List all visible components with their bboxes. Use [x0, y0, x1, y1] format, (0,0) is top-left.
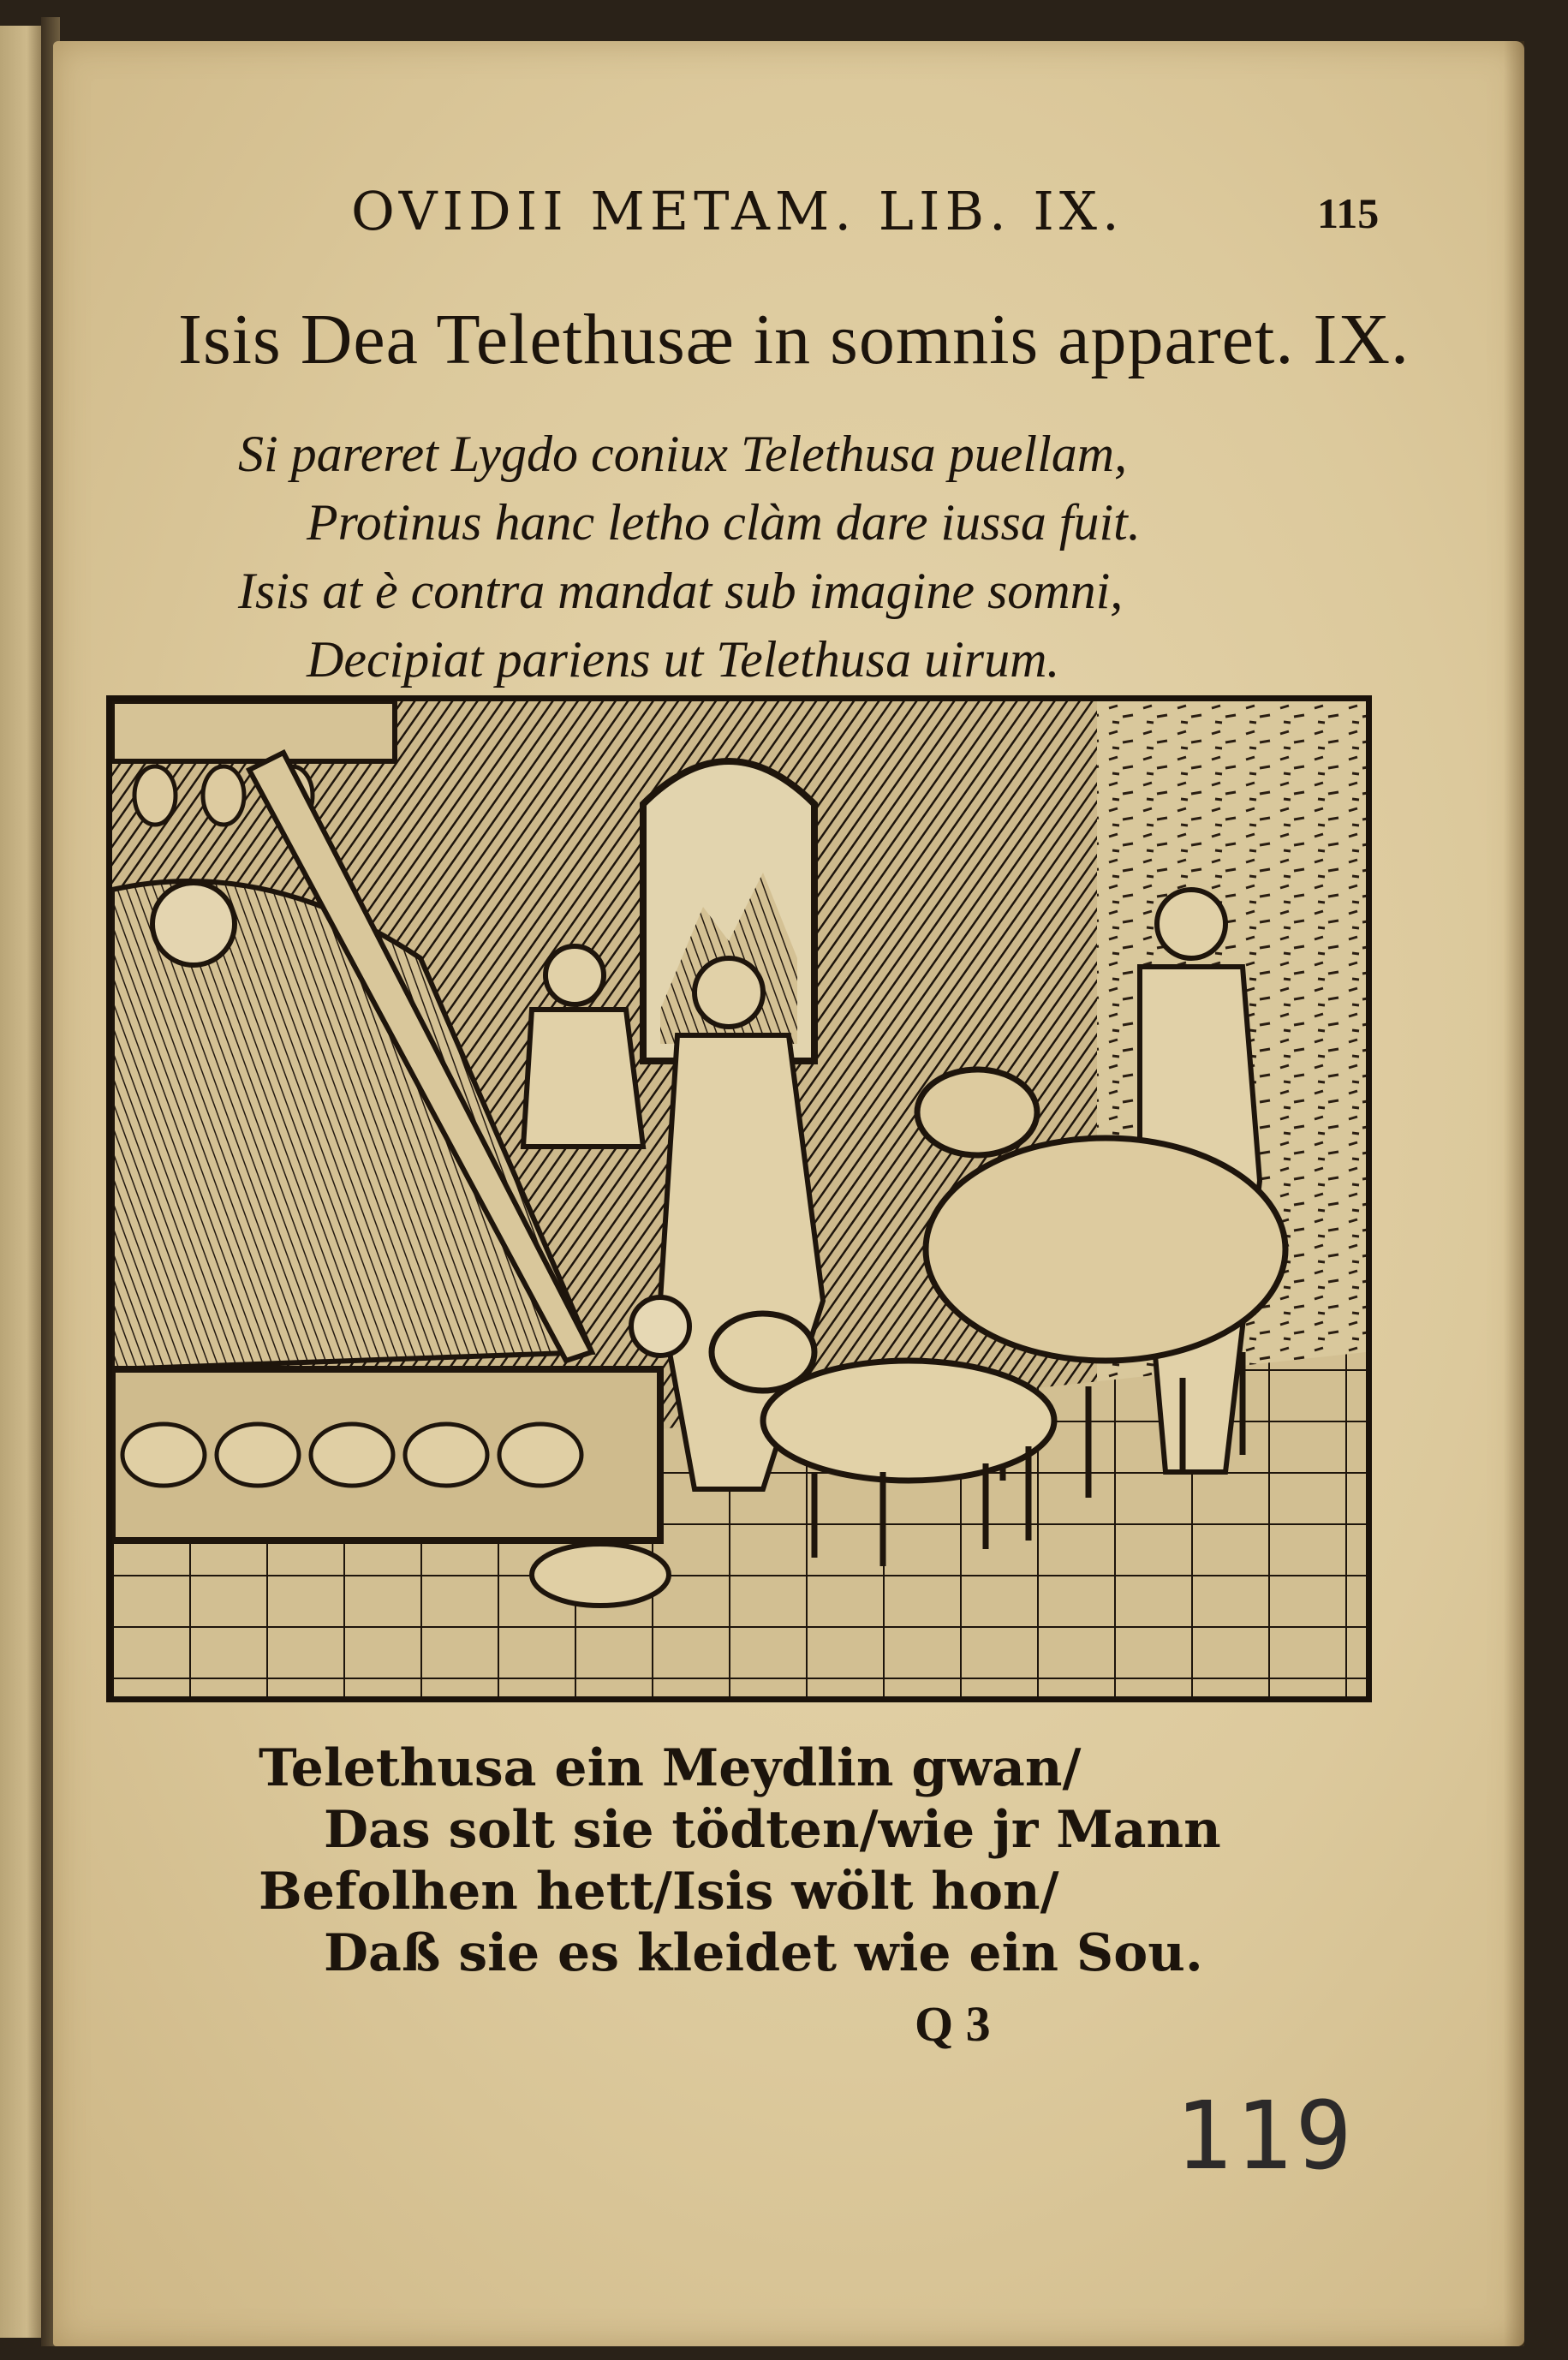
folio-number: 115 [1317, 189, 1380, 237]
german-verse-line: Telethusa ein Meydlin gwan/ [259, 1738, 1082, 1798]
latin-verse-line: Si pareret Lygdo coniux Telethusa puellam, [238, 426, 1128, 482]
previous-page-edge [0, 26, 45, 2338]
library-stamp-number: 119 [1175, 2081, 1356, 2190]
bed-canopy [112, 701, 395, 761]
running-head: OVIDII METAM. LIB. IX. [351, 180, 1124, 242]
signature-mark: Q 3 [915, 1996, 991, 2052]
orb [631, 1297, 689, 1356]
page-title: Isis Dea Telethusæ in somnis apparet. IX. [178, 300, 1410, 379]
latin-verse-line: Decipiat pariens ut Telethusa uirum. [307, 631, 1060, 688]
woodcut-illustration [106, 695, 1372, 1702]
page-edge-shadow [1504, 41, 1524, 2346]
latin-verse-line: Protinus hanc letho clàm dare iussa fuit. [307, 494, 1141, 551]
book-page [53, 41, 1524, 2346]
sleeping-woman [152, 883, 235, 965]
german-verse-line: Daß sie es kleidet wie ein Sou. [324, 1923, 1203, 1983]
german-verse-line: Befolhen hett/Isis wölt hon/ [259, 1862, 1059, 1922]
cat-figure [532, 1544, 669, 1606]
latin-verse-line: Isis at è contra mandat sub imagine somni, [238, 563, 1124, 619]
german-verse-line: Das solt sie tödten/wie jr Mann [324, 1800, 1221, 1860]
